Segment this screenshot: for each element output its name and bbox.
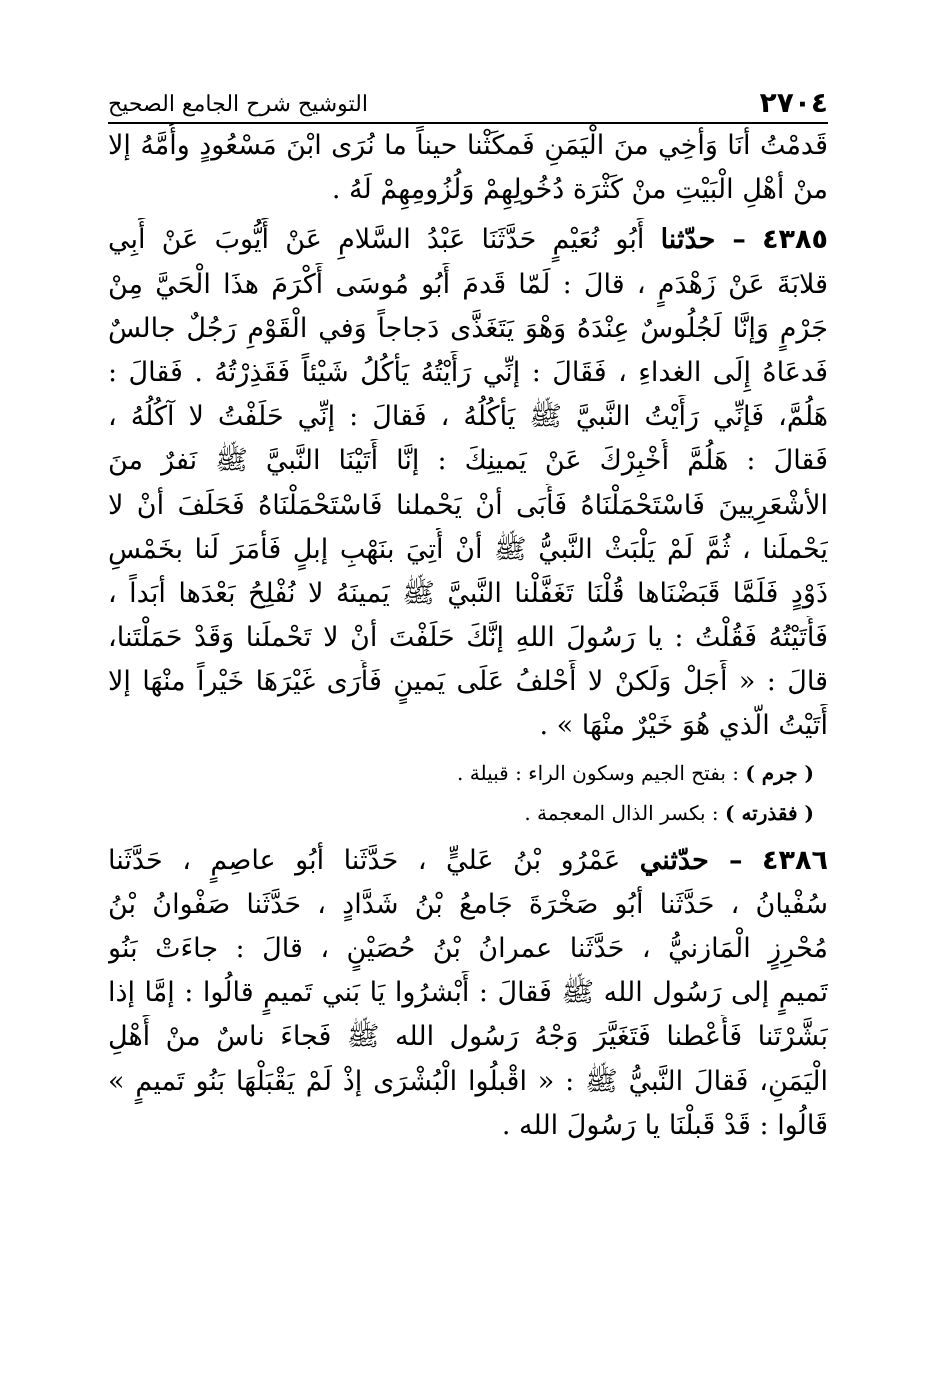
note-faqadhirtuhu [108,793,828,833]
note-text: : بكسر الذال المعجمة . [524,800,719,825]
text-line: قَالُوا : قَدْ قَبلْنَا يا رَسُولَ الله . [501,1109,828,1141]
note-term: ( جرم ) [745,760,814,785]
text-line: بَشَّرْتَنا فَأَعْطنا فَتَغَيَّرَ وَجْهُ رَسُول الله ﷺ فَجاءَ ناسٌ منْ أَهْلِ [108,1021,828,1053]
text-line: أَتَيْتُ الَّذي هُوَ خَيْرٌ منْهَا » . [539,710,828,742]
hadith-lead: – حدّثنا [660,224,746,256]
hadith-first-line [108,839,828,883]
text-line: تَميمٍ إلى رَسُول الله ﷺ فَقالَ : أَبْشرُوا يَا بَني تَميمٍ قالُوا : إمَّا إذا [108,977,828,1009]
hadith-4385 [108,218,828,748]
page-header [108,82,828,124]
text-line: يَحْملَنا ، ثُمَّ لَمْ يَلْبَثْ النَّبيُّ ﷺ أنْ أُتِيَ بنَهْبِ إبلٍ فَأمَرَ لَنا بخَمْسِ [108,533,828,565]
page-number: ٢٧٠٤ [759,86,828,119]
hadith-lead: – حدّثني [639,844,743,876]
note-jarm [108,753,828,793]
text-line: قَدمْتُ أنَا وَأخِي منَ الْيَمَنِ فَمكَثْنا حيناً ما نُرَى ابْنَ مَسْعُودٍ وأُمَّهُ إلا [108,130,828,161]
text-line: جَرْمٍ وَإنَّا لَجُلُوسٌ عِنْدَهُ وَهْوَ يَتَغَذَّى دَجاجاً وَفي الْقَوْمِ رَجُلٌ جالسٌ [108,312,828,344]
text-line: سُفْيانُ ، حَدَّثَنا أبُو صَخْرَةَ جَامعُ بْنُ شَدَّادٍ ، حَدَّثَنا صَفْوانُ بْنُ [108,888,828,920]
note-text: : بفتح الجيم وسكون الراء : قبيلة . [457,760,739,785]
hadith-number: ٤٣٨٦ [762,844,828,876]
hadith-text: عَمْرُو بْنُ عَليٍّ ، حَدَّثَنا أبُو عاصِمٍ ، حَدَّثَنا [108,844,621,876]
hadith-first-line [108,218,828,262]
text-line: فَأَتَيْتُهُ فَقُلْتُ : يا رَسُولَ اللهِ إنَّكَ حَلَفْتَ أنْ لا تَحْملَنا وَقَدْ حَمَلْتَنا، [108,622,828,654]
running-title: التوشيح شرح الجامع الصحيح [108,92,368,117]
text-line: فَدعَاهُ إِلَى الغداءِ ، فَقَالَ : إنِّي رَأَيْتُهُ يَأكُلُ شَيْئاً فَقَذِرْتُهُ . فَقالَ : [108,356,828,388]
footnotes [108,753,828,833]
book-page [108,82,828,1148]
hadith-number: ٤٣٨٥ [762,224,828,256]
text-line: مُحْرِزٍ الْمَازنيُّ ، حَدَّثَنا عمرانُ بْنُ حُصَيْنٍ ، قالَ : جاءَتْ بَنُو [108,933,828,964]
text-line: الْيَمَنِ، فَقالَ النَّبيُّ ﷺ : « اقْبلُوا الْبُشْرَى إذْ لَمْ يَقْبَلْهَا بَنُو تَميمٍ » [108,1065,828,1097]
text-line: قالَ : « أَجَلْ وَلَكنْ لا أَحْلفُ عَلَى يَمينٍ فَأَرَى غَيْرَهَا خَيْراً منْهَا إلا [108,666,828,698]
text-line: الأشْعَرِيينَ فَاسْتَحْمَلْنَاهُ فَأَبَى أنْ يَحْملنا فَاسْتَحْمَلْنَاهُ فَحَلَفَ أنْ لا [108,489,828,521]
text-line: هَلُمَّ، فَإنِّي رَأَيْتُ النَّبيَّ ﷺ يَأكُلُهُ ، فَقالَ : إنِّي حَلَفْتُ لا آكُلُهُ ، [108,401,828,433]
hadith-4386 [108,839,828,1148]
text-line: منْ أهْلِ الْبَيْتِ منْ كَثْرَة دُخُولِهِمْ وَلُزُومِهِمْ لَهُ . [331,174,828,206]
hadith-text: أَبُو نُعَيْمٍ حَدَّثَنَا عَبْدُ السَّلامِ عَنْ أَيُّوبَ عَنْ أَبِي [108,224,645,256]
intro-paragraph [108,124,828,212]
text-line: فَقالَ : هَلُمَّ أُخْبِرْكَ عَنْ يَمينِكَ : إنَّا أَتَيْنَا النَّبيَّ ﷺ نَفرٌ منَ [108,445,828,477]
text-line: ذَوْدٍ فَلَمَّا قَبَضْنَاها قُلْنَا تَغَفَّلْنا النَّبيَّ ﷺ يَمينَهُ لا نُفْلِحُ بَعْدَها أبَداً ، [108,577,828,609]
text-line: قلابَةَ عَنْ زَهْدَمٍ ، قالَ : لَمّا قَدمَ أَبُو مُوسَى أَكْرَمَ هذَا الْحَيَّ مِنْ [108,268,828,300]
note-term: ( فقذرته ) [725,800,814,825]
